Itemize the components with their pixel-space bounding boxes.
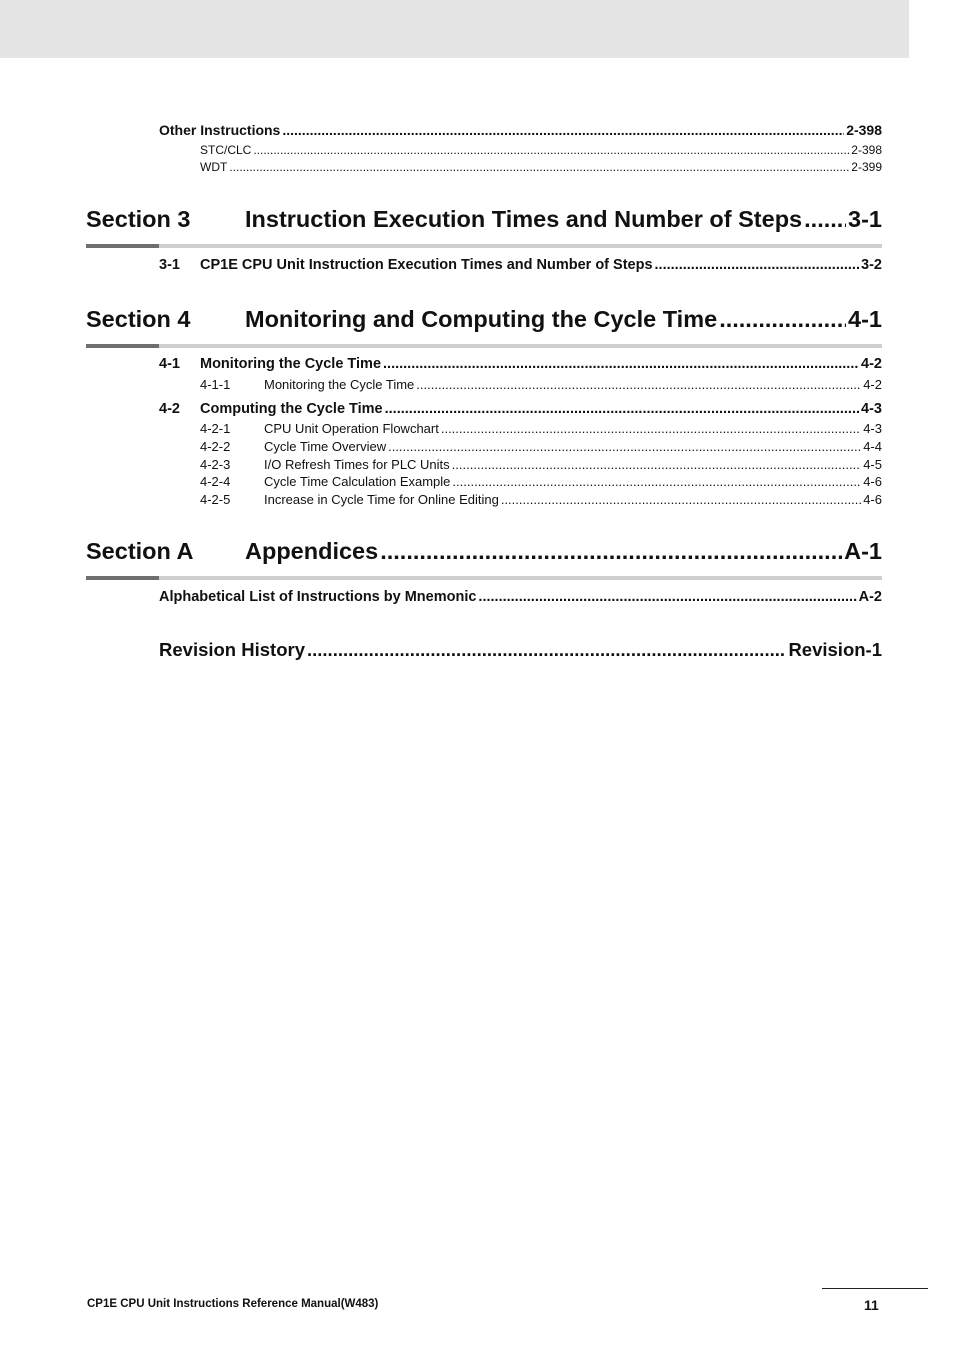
section-label: Section A (86, 538, 194, 564)
header-band (0, 0, 909, 58)
toc-entry-number: 4-2-2 (200, 439, 231, 454)
section-4-heading[interactable] (86, 306, 882, 333)
toc-entry-3-1[interactable] (159, 257, 882, 273)
toc-entry-page: 4-4 (863, 439, 882, 454)
toc-entry-4-2-1[interactable] (200, 421, 882, 436)
dot-leader (253, 143, 849, 157)
footer-page-number: 11 (864, 1297, 879, 1313)
toc-entry-4-2-3[interactable] (200, 457, 882, 472)
toc-entry-title: WDT (200, 160, 228, 174)
dot-leader (380, 538, 842, 565)
dot-leader (229, 160, 849, 174)
section-title: Monitoring and Computing the Cycle Time (245, 306, 718, 332)
section-3-rule (86, 244, 882, 248)
footer-manual-title: CP1E CPU Unit Instructions Reference Manual(W483) (87, 1298, 379, 1310)
toc-entry-number: 4-2-5 (200, 492, 231, 507)
toc-entry-title: CPU Unit Operation Flowchart (264, 421, 439, 436)
toc-entry-page: 2-398 (846, 122, 882, 138)
toc-entry-title: Cycle Time Calculation Example (264, 474, 451, 489)
section-title: Instruction Execution Times and Number of Steps (245, 206, 803, 232)
toc-entry-page: 4-2 (863, 377, 882, 392)
toc-entry-number: 4-1-1 (200, 377, 231, 392)
toc-entry-page: 4-6 (863, 474, 882, 489)
dot-leader (478, 589, 856, 605)
toc-entry-number: 4-2-3 (200, 457, 231, 472)
toc-entry-title: Monitoring the Cycle Time (200, 356, 382, 372)
toc-entry-other-instructions[interactable] (159, 122, 882, 138)
toc-entry-number: 4-2-4 (200, 474, 231, 489)
toc-entry-page: A-2 (858, 589, 882, 605)
section-label: Section 4 (86, 306, 191, 332)
section-page: 3-1 (848, 206, 882, 232)
section-a-heading[interactable] (86, 538, 882, 565)
toc-entry-4-1[interactable] (159, 356, 882, 372)
footer-divider (822, 1288, 928, 1289)
toc-entry-4-2-2[interactable] (200, 439, 882, 454)
toc-entry-title: Revision History (159, 639, 305, 660)
toc-entry-title: Alphabetical List of Instructions by Mnemonic (159, 589, 477, 605)
section-page: A-1 (844, 538, 882, 564)
toc-entry-4-2-5[interactable] (200, 492, 882, 507)
dot-leader (416, 377, 861, 392)
dot-leader (441, 421, 861, 436)
toc-entry-page: 4-6 (863, 492, 882, 507)
toc-entry-number: 3-1 (159, 257, 180, 273)
toc-entry-number: 4-1 (159, 356, 180, 372)
dot-leader (719, 306, 846, 333)
toc-entry-page: 2-398 (851, 143, 882, 157)
toc-entry-page: 4-2 (861, 356, 882, 372)
toc-entry-number: 4-2-1 (200, 421, 231, 436)
toc-entry-title: Computing the Cycle Time (200, 401, 383, 417)
section-label: Section 3 (86, 206, 191, 232)
toc-entry-page: 3-2 (861, 257, 882, 273)
toc-entry-title: Cycle Time Overview (264, 439, 387, 454)
toc-entry-page: 4-5 (863, 457, 882, 472)
toc-entry-number: 4-2 (159, 401, 180, 417)
toc-entry-title: Other Instructions (159, 122, 281, 138)
toc-entry-4-2[interactable] (159, 401, 882, 417)
dot-leader (655, 257, 860, 273)
toc-entry-alphabetical-list[interactable] (159, 589, 882, 605)
dot-leader (307, 639, 786, 661)
toc-entry-page: 4-3 (863, 421, 882, 436)
dot-leader (282, 122, 844, 138)
dot-leader (452, 474, 861, 489)
dot-leader (501, 492, 861, 507)
toc-entry-revision-history[interactable] (159, 639, 882, 661)
dot-leader (383, 356, 859, 372)
toc-entry-4-1-1[interactable] (200, 377, 882, 392)
toc-entry-title: I/O Refresh Times for PLC Units (264, 457, 450, 472)
section-4-rule (86, 344, 882, 348)
dot-leader (804, 206, 846, 233)
toc-entry-wdt[interactable] (200, 160, 882, 174)
toc-entry-4-2-4[interactable] (200, 474, 882, 489)
section-page: 4-1 (848, 306, 882, 332)
toc-entry-title: CP1E CPU Unit Instruction Execution Times and Number of Steps (200, 257, 653, 273)
toc-entry-page: 4-3 (861, 401, 882, 417)
toc-entry-stc-clc[interactable] (200, 143, 882, 157)
toc-entry-title: Increase in Cycle Time for Online Editing (264, 492, 499, 507)
section-3-heading[interactable] (86, 206, 882, 233)
dot-leader (452, 457, 862, 472)
section-a-rule (86, 576, 882, 580)
dot-leader (385, 401, 859, 417)
toc-entry-page: 2-399 (851, 160, 882, 174)
toc-entry-page: Revision-1 (788, 639, 882, 660)
dot-leader (388, 439, 861, 454)
toc-entry-title: Monitoring the Cycle Time (264, 377, 415, 392)
section-title: Appendices (245, 538, 379, 564)
toc-entry-title: STC/CLC (200, 143, 252, 157)
